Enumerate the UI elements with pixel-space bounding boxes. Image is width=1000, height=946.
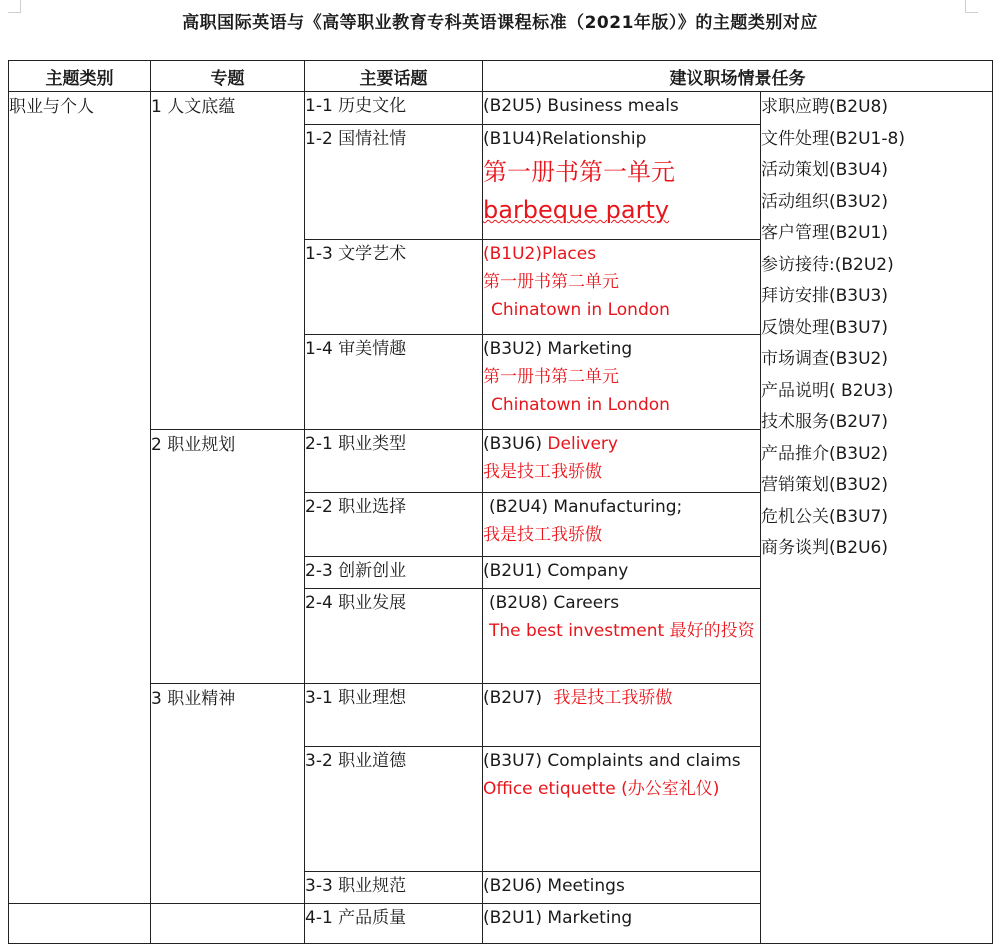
unit-line: (B2U5) Business meals [483, 96, 679, 116]
scenario-item: 客户管理(B2U1) [761, 223, 889, 243]
unit-cell [483, 92, 761, 125]
unit-cell [483, 557, 761, 589]
unit-line: (B2U8) Careers [489, 593, 620, 613]
subtopic-cell: 1-1 历史文化 [305, 92, 483, 125]
subtopic-cell: 2-3 创新创业 [305, 557, 483, 589]
unit-note-red: 我是技工我骄傲 [553, 688, 673, 708]
theme-mapping-table [8, 60, 993, 944]
unit-cell [483, 240, 761, 335]
scenario-item: 商务谈判(B2U6) [761, 538, 889, 558]
header-theme: 主题类别 [9, 61, 151, 92]
scenario-item: 参访接待:(B2U2) [761, 254, 894, 275]
topic-label: 3 职业精神 [151, 689, 236, 709]
unit-line: (B2U4) Manufacturing; [489, 497, 683, 517]
spellcheck-underlined-text: barbeque party [483, 196, 670, 224]
unit-note-red: Office etiquette (办公室礼仪) [483, 779, 720, 799]
header-topic: 专题 [151, 61, 305, 92]
scenario-item: 危机公关(B3U7) [761, 506, 889, 527]
scenario-item: 营销策划(B3U2) [761, 475, 889, 495]
subtopic-cell: 2-1 职业类型 [305, 430, 483, 493]
unit-cell [483, 684, 761, 747]
header-scenario: 建议职场情景任务 [483, 61, 993, 92]
scenario-list-cell [761, 92, 993, 944]
header-row [9, 61, 993, 92]
unit-cell [483, 430, 761, 493]
unit-note-red: 我是技工我骄傲 [483, 525, 602, 545]
topic-cell-3 [151, 684, 305, 904]
subtopic-cell: 4-1 产品质量 [305, 904, 483, 944]
header-subtopic: 主要话题 [305, 61, 483, 92]
scenario-item: 产品推介(B3U2) [761, 443, 889, 464]
scenario-item: 产品说明( B2U3) [761, 380, 894, 401]
table-row [9, 92, 993, 125]
unit-line: (B2U1) Company [483, 561, 629, 581]
document-title: 高职国际英语与《高等职业教育专科英语课程标准（2021年版）》的主题类别对应 [182, 13, 818, 33]
theme-cell-next [9, 904, 151, 944]
scenario-item: 拜访安排(B3U3) [761, 286, 889, 306]
unit-note-red: 第一册书第二单元 [483, 367, 619, 387]
unit-line: (B1U4)Relationship [483, 129, 647, 149]
unit-cell [483, 125, 761, 240]
subtopic-cell: 1-2 国情社情 [305, 125, 483, 240]
unit-note-red: 我是技工我骄傲 [483, 462, 602, 482]
topic-cell-2 [151, 430, 305, 684]
unit-note-red: The best investment 最好的投资 [489, 621, 755, 641]
subtopic-cell: 1-4 审美情趣 [305, 335, 483, 430]
theme-cell [9, 92, 151, 904]
unit-cell [483, 904, 761, 944]
unit-cell [483, 493, 761, 557]
scenario-item: 活动策划(B3U4) [761, 160, 889, 180]
scenario-item: 反馈处理(B3U7) [761, 317, 889, 338]
unit-line: (B2U7) [483, 688, 543, 708]
scenario-item: 市场调查(B3U2) [761, 349, 889, 369]
topic-cell-1 [151, 92, 305, 430]
unit-note-red: 第一册书第二单元 [483, 272, 619, 292]
scenario-item: 技术服务(B2U7) [761, 412, 889, 432]
scenario-item: 求职应聘(B2U8) [761, 97, 889, 117]
subtopic-cell: 2-4 职业发展 [305, 589, 483, 684]
unit-note-red: Chinatown in London [491, 300, 670, 320]
subtopic-cell: 3-3 职业规范 [305, 872, 483, 904]
unit-line: (B3U7) Complaints and claims [483, 751, 741, 771]
unit-note-red: Chinatown in London [491, 395, 670, 415]
subtopic-cell: 3-2 职业道德 [305, 747, 483, 872]
unit-cell [483, 872, 761, 904]
unit-line: (B2U1) Marketing [483, 908, 633, 928]
unit-line: (B3U2) Marketing [483, 339, 633, 359]
subtopic-cell: 3-1 职业理想 [305, 684, 483, 747]
scenario-item: 活动组织(B3U2) [761, 191, 889, 212]
subtopic-cell: 1-3 文学艺术 [305, 240, 483, 335]
unit-note-red: 第一册书第一单元 [483, 158, 675, 186]
topic-cell-next [151, 904, 305, 944]
unit-cell [483, 335, 761, 430]
unit-cell [483, 589, 761, 684]
theme-label: 职业与个人 [9, 97, 94, 117]
scenario-item: 文件处理(B2U1-8) [761, 128, 905, 149]
unit-line: (B3U6) [483, 434, 543, 454]
topic-label: 1 人文底蕴 [151, 97, 236, 117]
unit-note-red: Delivery [547, 434, 618, 454]
topic-label: 2 职业规划 [151, 435, 236, 455]
unit-note-red [483, 191, 760, 229]
unit-line: (B1U2)Places [483, 244, 597, 264]
subtopic-cell: 2-2 职业选择 [305, 493, 483, 557]
unit-line: (B2U6) Meetings [483, 876, 625, 896]
unit-cell [483, 747, 761, 872]
